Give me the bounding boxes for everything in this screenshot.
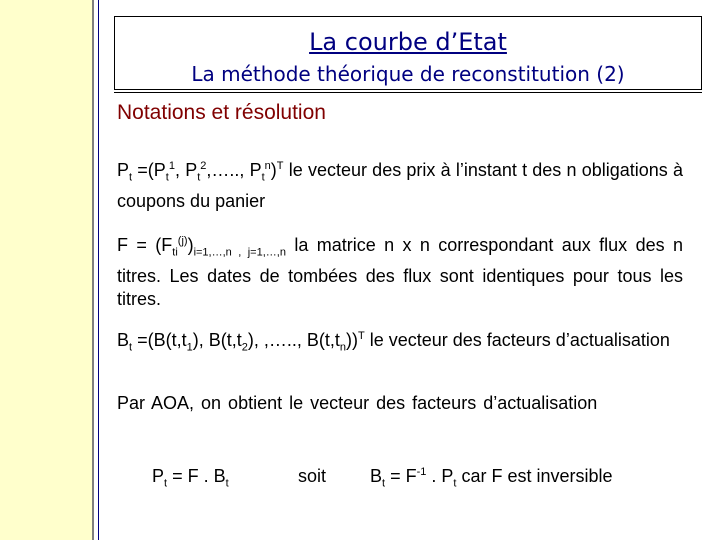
p1-sup-b: 1 xyxy=(168,160,175,172)
eq2-text-b: = F xyxy=(385,466,417,486)
p1-sub-d: t xyxy=(261,171,265,184)
eq1-text-b: = F . B xyxy=(167,466,226,486)
p1-sup-e: T xyxy=(276,160,284,172)
p2-sup-a: (j) xyxy=(177,235,188,247)
p1-text-d: ,….., P xyxy=(206,160,262,180)
p3-sub-b: 1 xyxy=(186,341,193,354)
equation-soit: soit xyxy=(298,466,327,486)
p1-sup-d: n xyxy=(264,160,271,172)
left-decorative-band xyxy=(0,0,92,540)
eq1-sub-a: t xyxy=(164,477,168,490)
title-divider xyxy=(114,92,702,93)
p1-sup-c: 2 xyxy=(200,160,207,172)
p3-text-d: ), ,….., B(t,t xyxy=(247,330,340,350)
p1-text-c: , P xyxy=(174,160,198,180)
eq1-sub-b: t xyxy=(225,477,229,490)
p3-sub-d: n xyxy=(339,341,346,354)
p2-tail: la matrice n x n correspondant aux flux des n titres. Les dates de tombées des flux sont identiques pour tous les titres. xyxy=(117,235,683,309)
eq2-tail: car F est inversible xyxy=(456,466,613,486)
p3-text-b: =(B(t,t xyxy=(132,330,187,350)
p1-text-b: =(P xyxy=(132,160,166,180)
p3-sub-c: 2 xyxy=(241,341,248,354)
paragraph-price-vector xyxy=(117,155,683,213)
p3-sub-a: t xyxy=(129,341,133,354)
eq2-text-c: . P xyxy=(426,466,454,486)
p1-sub-c: t xyxy=(197,171,201,184)
p3-text-e: )) xyxy=(345,330,358,350)
p2-sub-a: ti xyxy=(172,246,178,259)
p1-text-e: ) xyxy=(270,160,277,180)
slide-title: La courbe d’Etat xyxy=(309,28,507,56)
title-box xyxy=(114,16,702,90)
p3-tail: le vecteur des facteurs d’actualisation xyxy=(364,330,670,350)
p2-text-a: F = (F xyxy=(117,235,173,255)
eq1-text-a: P xyxy=(152,466,165,486)
paragraph-discount-vector xyxy=(117,325,683,360)
p1-tail: le vecteur des prix à l’instant t des n obligations à coupons du panier xyxy=(117,160,683,211)
p1-sub-b: t xyxy=(165,171,169,184)
p3-text-c: ), B(t,t xyxy=(192,330,242,350)
p1-sub-a: t xyxy=(129,171,133,184)
slide-subtitle: La méthode théorique de reconstitution (2) xyxy=(191,62,625,86)
left-divider-blue xyxy=(98,0,99,540)
p1-text-a: P xyxy=(117,160,130,180)
p3-sup-e: T xyxy=(357,330,365,342)
section-heading: Notations et résolution xyxy=(117,101,326,124)
equation-price xyxy=(152,466,229,490)
p2-sub-b: i=1,…,n , j=1,…,n xyxy=(193,246,286,259)
paragraph-flux-matrix xyxy=(117,230,683,311)
left-divider-gray xyxy=(92,0,94,540)
eq2-sub-c: t xyxy=(453,477,457,490)
eq2-text-a: B xyxy=(370,466,383,486)
eq2-sup-b: -1 xyxy=(416,466,427,478)
p2-text-b: ) xyxy=(187,235,194,255)
eq2-sub-a: t xyxy=(382,477,386,490)
paragraph-aoa: Par AOA, on obtient le vecteur des facteurs d’actualisation xyxy=(117,393,598,413)
equation-discount xyxy=(370,466,613,490)
p3-text-a: B xyxy=(117,330,130,350)
